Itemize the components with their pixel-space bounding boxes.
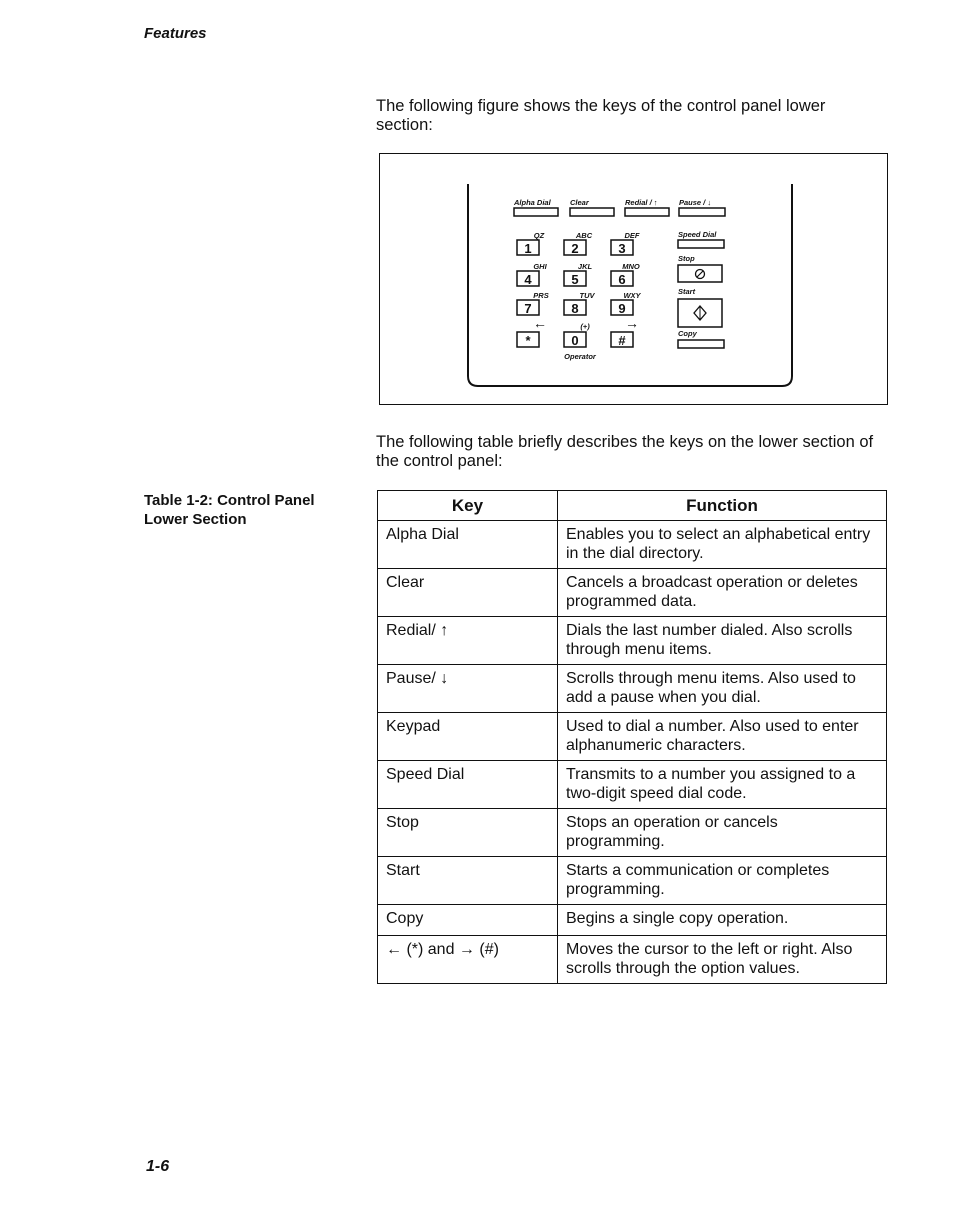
function-cell: Enables you to select an alphabetical entry in the dial directory.	[558, 521, 887, 569]
control-panel-keys-table	[377, 490, 887, 984]
table-row	[378, 713, 887, 761]
header-key: Key	[378, 491, 558, 521]
key-cell: Alpha Dial	[378, 521, 558, 569]
function-cell: Stops an operation or cancels programming.	[558, 809, 887, 857]
table-row	[378, 761, 887, 809]
key-7-digit: 7	[524, 301, 532, 316]
key-cell: Keypad	[378, 713, 558, 761]
key-cell: Redial/ ↑	[378, 617, 558, 665]
speed-dial-label: Speed Dial	[678, 230, 717, 239]
table-row	[378, 569, 887, 617]
key-8-letters: TUV	[579, 291, 595, 300]
key-0-digit: 0	[571, 333, 579, 348]
key-cell: Speed Dial	[378, 761, 558, 809]
redial-key[interactable]	[625, 208, 669, 216]
key-cell: Pause/ ↓	[378, 665, 558, 713]
key-1-letters: QZ	[533, 231, 545, 240]
table-row	[378, 936, 887, 984]
start-label: Start	[678, 287, 696, 296]
table-intro-text: The following table briefly describes the keys on the lower section of the control panel:	[376, 433, 874, 470]
pause-label: Pause / ↓	[679, 198, 712, 207]
key-1-digit: 1	[524, 241, 532, 256]
table-row	[378, 665, 887, 713]
copy-label: Copy	[678, 329, 697, 338]
key-5-digit: 5	[571, 272, 579, 287]
table-row	[378, 617, 887, 665]
key-8-digit: 8	[571, 301, 579, 316]
key-9-letters: WXY	[623, 291, 641, 300]
control-panel-figure	[379, 153, 888, 405]
key-3-letters: DEF	[624, 231, 640, 240]
left-arrow-icon: ←	[533, 315, 547, 331]
key-0-letters: (+)	[580, 322, 590, 331]
table-caption: Table 1-2: Control Panel Lower Section	[144, 492, 315, 528]
key-7-letters: PRS	[533, 291, 549, 300]
clear-label: Clear	[570, 198, 589, 207]
key-9-digit: 9	[618, 301, 626, 316]
key-4-letters: GHI	[533, 262, 547, 271]
key-cell: Start	[378, 857, 558, 905]
key-cell: Clear	[378, 569, 558, 617]
redial-label: Redial / ↑	[625, 198, 658, 207]
function-cell: Starts a communication or completes programming.	[558, 857, 887, 905]
function-cell: Scrolls through menu items. Also used to add a pause when you dial.	[558, 665, 887, 713]
key-2-digit: 2	[571, 241, 579, 256]
key-cell: Copy	[378, 905, 558, 936]
right-arrow-icon: →	[625, 315, 639, 331]
alpha-dial-key[interactable]	[514, 208, 558, 216]
copy-key[interactable]	[678, 340, 724, 348]
function-cell: Dials the last number dialed. Also scrolls through menu items.	[558, 617, 887, 665]
stop-label: Stop	[678, 254, 695, 263]
table-row	[378, 809, 887, 857]
page-number: 1-6	[146, 1158, 170, 1175]
figure-intro-text: The following figure shows the keys of the control panel lower section:	[376, 97, 826, 134]
clear-key[interactable]	[570, 208, 614, 216]
table-header-row	[378, 491, 887, 521]
function-cell: Transmits to a number you assigned to a two-digit speed dial code.	[558, 761, 887, 809]
key-4-digit: 4	[524, 272, 532, 287]
key-star-digit: *	[525, 333, 531, 348]
pause-key[interactable]	[679, 208, 725, 216]
alpha-dial-label: Alpha Dial	[514, 198, 551, 207]
table-row	[378, 521, 887, 569]
key-3-digit: 3	[618, 241, 626, 256]
key-cell: ← (*) and → (#)	[378, 936, 558, 984]
speed-dial-key[interactable]	[678, 240, 724, 248]
table-row	[378, 905, 887, 936]
key-cell: Stop	[378, 809, 558, 857]
function-cell: Cancels a broadcast operation or deletes programmed data.	[558, 569, 887, 617]
header-function: Function	[558, 491, 887, 521]
key-hash-digit: #	[618, 333, 626, 348]
running-header: Features	[144, 25, 207, 42]
table-row	[378, 857, 887, 905]
key-6-letters: MNO	[622, 262, 640, 271]
function-cell: Moves the cursor to the left or right. Also scrolls through the option values.	[558, 936, 887, 984]
key-5-letters: JKL	[577, 262, 593, 271]
operator-label: Operator	[564, 352, 596, 361]
function-cell: Begins a single copy operation.	[558, 905, 887, 936]
key-6-digit: 6	[618, 272, 626, 287]
key-2-letters: ABC	[575, 231, 593, 240]
function-cell: Used to dial a number. Also used to enter alphanumeric characters.	[558, 713, 887, 761]
control-panel-diagram	[380, 154, 889, 406]
